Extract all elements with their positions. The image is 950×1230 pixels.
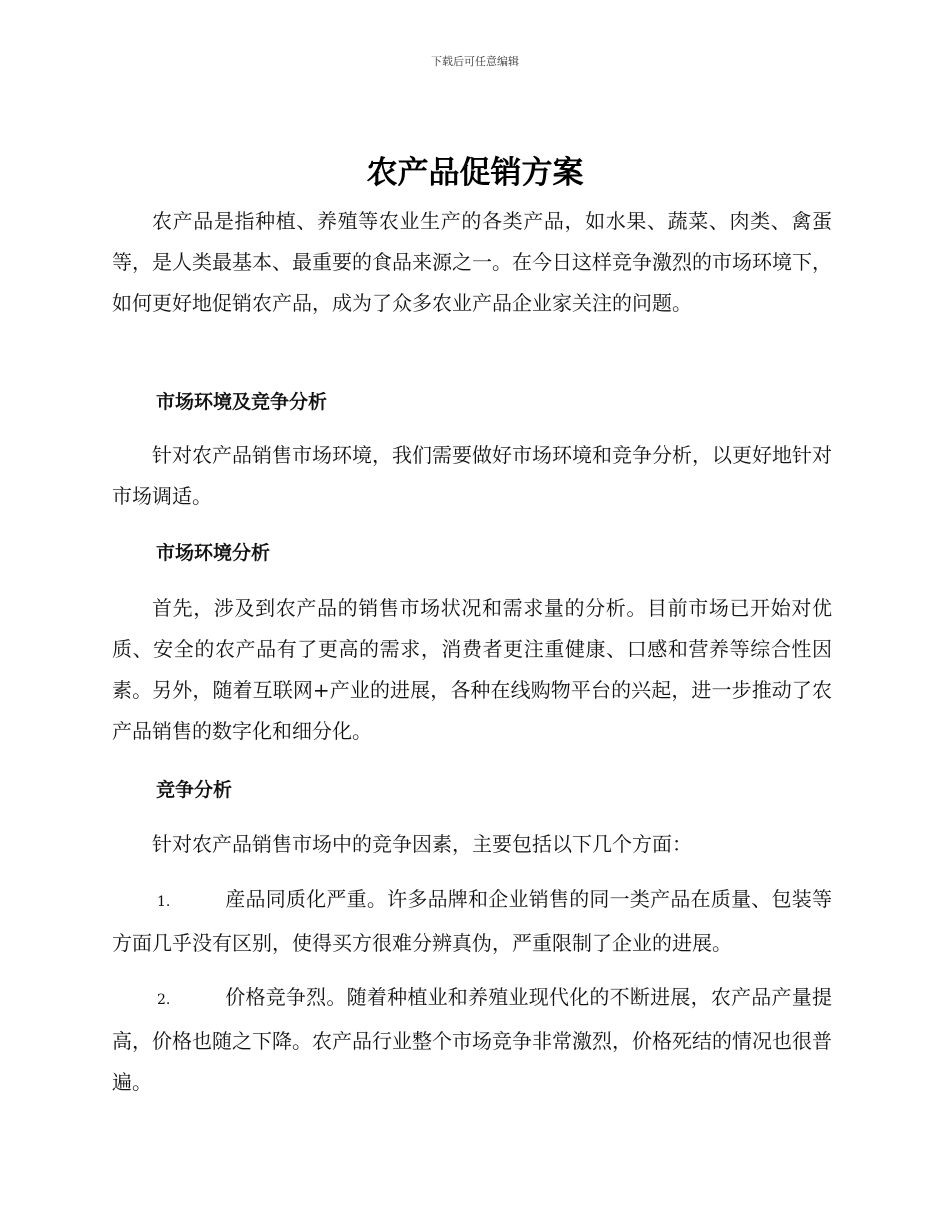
list-item-text: 价格竞争烈。随着种植业和养殖业现代化的不断进展，农产品产量提高，价格也随之下降。农产品行业整个市场竞争非常激烈，价格死结的情况也很普遍。 <box>112 985 832 1094</box>
section-paragraph-competition: 针对农产品销售市场中的竞争因素，主要包括以下几个方面： <box>152 832 692 856</box>
document-title: 农产品促销方案 <box>366 155 584 191</box>
section-paragraph-market-competition: 针对农产品销售市场环境，我们需要做好市场环境和竞争分析，以更好地针对市场调适。 <box>112 443 832 508</box>
list-item-number: 1. <box>157 894 171 910</box>
list-item-text: 産品同质化严重。许多品牌和企业销售的同一类产品在质量、包装等方面几乎没有区别，使得买方很难分辨真伪，严重限制了企业的进展。 <box>112 887 832 955</box>
section-heading-competition: 竞争分析 <box>156 779 233 801</box>
section-heading-market-environment: 市场环境分析 <box>156 542 271 564</box>
list-item-number: 2. <box>157 992 171 1008</box>
list-item <box>112 977 832 1103</box>
header-note: 下载后可任意编辑 <box>431 55 519 68</box>
intro-paragraph: 农产品是指种植、养殖等农业生产的各类产品，如水果、蔬菜、肉类、禽蛋等，是人类最基本、最重要的食品来源之一。在今日这样竞争激烈的市场环境下，如何更好地促销农产品，成为了众多农业产品企业家关注的问题。 <box>112 209 832 315</box>
section-heading-market-competition: 市场环境及竞争分析 <box>156 391 328 413</box>
section-paragraph-market-environment: 首先，涉及到农产品的销售市场状况和需求量的分析。目前市场已开始对优质、安全的农产品有了更高的需求，消费者更注重健康、口感和营养等综合性因素。另外，随着互联网+产业的进展，各种在线购物平台的兴起，进一步推动了农产品销售的数字化和细分化。 <box>112 596 832 743</box>
list-item <box>112 879 832 964</box>
